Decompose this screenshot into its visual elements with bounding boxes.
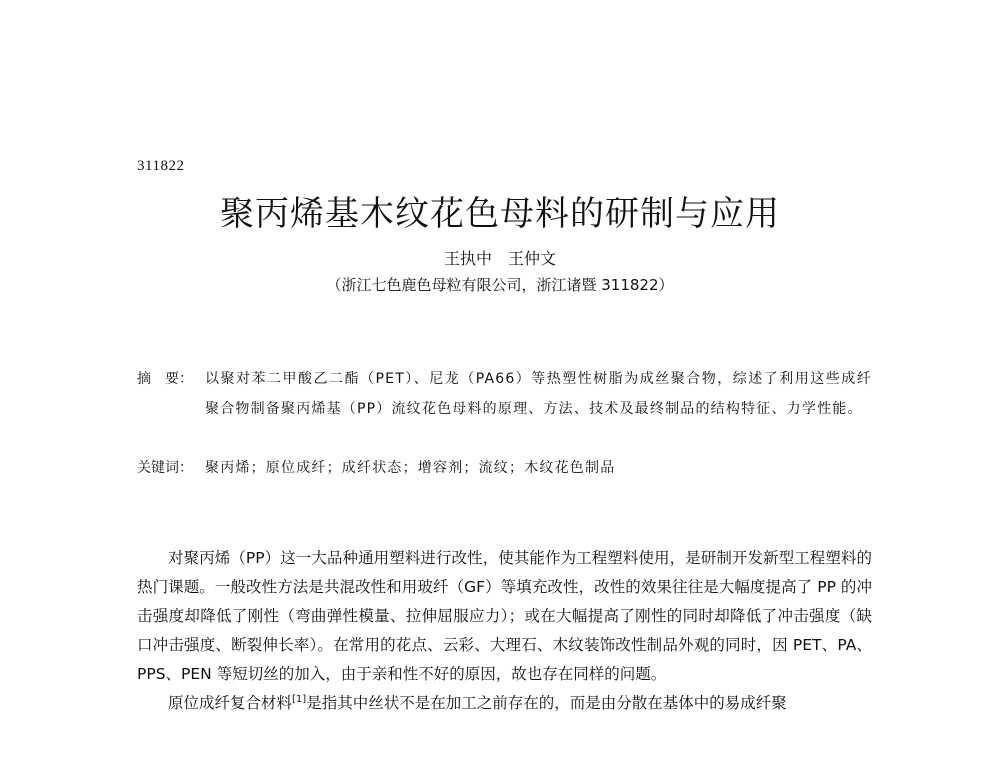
abstract-text: 以聚对苯二甲酸乙二酯（PET）、尼龙（PA66）等热塑性树脂为成丝聚合物，综述了利用这些成纤聚合物制备聚丙烯基（PP）流纹花色母料的原理、方法、技术及最终制品的结构特征、力学性能。 [205, 371, 872, 417]
citation-ref[interactable]: [1] [292, 693, 307, 705]
paper-title: 聚丙烯基木纹花色母料的研制与应用 [220, 194, 780, 234]
keywords-label: 关键词： [137, 460, 193, 476]
paragraph: 对聚丙烯（PP）这一大品种通用塑料进行改性，使其能作为工程塑料使用，是研制开发新型工程塑料的热门课题。一般改性方法是共混改性和用玻纤（GF）等填充改性，改性的效果往往是大幅度提高了 PP 的冲击强度却降低了刚性（弯曲弹性模量、拉伸屈服应力）；或在大幅提高了刚性的同时却降低了冲击强度（缺口冲击强度、断裂伸长率）。在常用的花点、云彩、大理石、木纹装饰改性制品外观的同时，因 PET、PA、PPS、PEN 等短切丝的加入，由于亲和性不好的原因，故也存在同样的问题。 [137, 549, 872, 683]
body-text [137, 544, 872, 718]
abstract [137, 364, 872, 424]
keywords-text: 聚丙烯；原位成纤；成纤状态；增容剂；流纹；木纹花色制品 [205, 460, 616, 476]
paragraph [137, 689, 872, 718]
author-name: 王执中 [443, 249, 492, 268]
author-name: 王仲文 [508, 249, 557, 268]
affiliation: （浙江七色鹿色母粒有限公司，浙江诸暨 311822） [326, 276, 674, 294]
abstract-label: 摘 要： [137, 371, 193, 387]
keywords [137, 453, 872, 483]
authors [0, 246, 1000, 269]
paragraph-text: 是指其中丝状不是在加工之前存在的，而是由分散在基体中的易成纤聚 [306, 694, 787, 712]
paragraph-text: 原位成纤复合材料 [168, 694, 293, 712]
document-code: 311822 [137, 158, 185, 174]
